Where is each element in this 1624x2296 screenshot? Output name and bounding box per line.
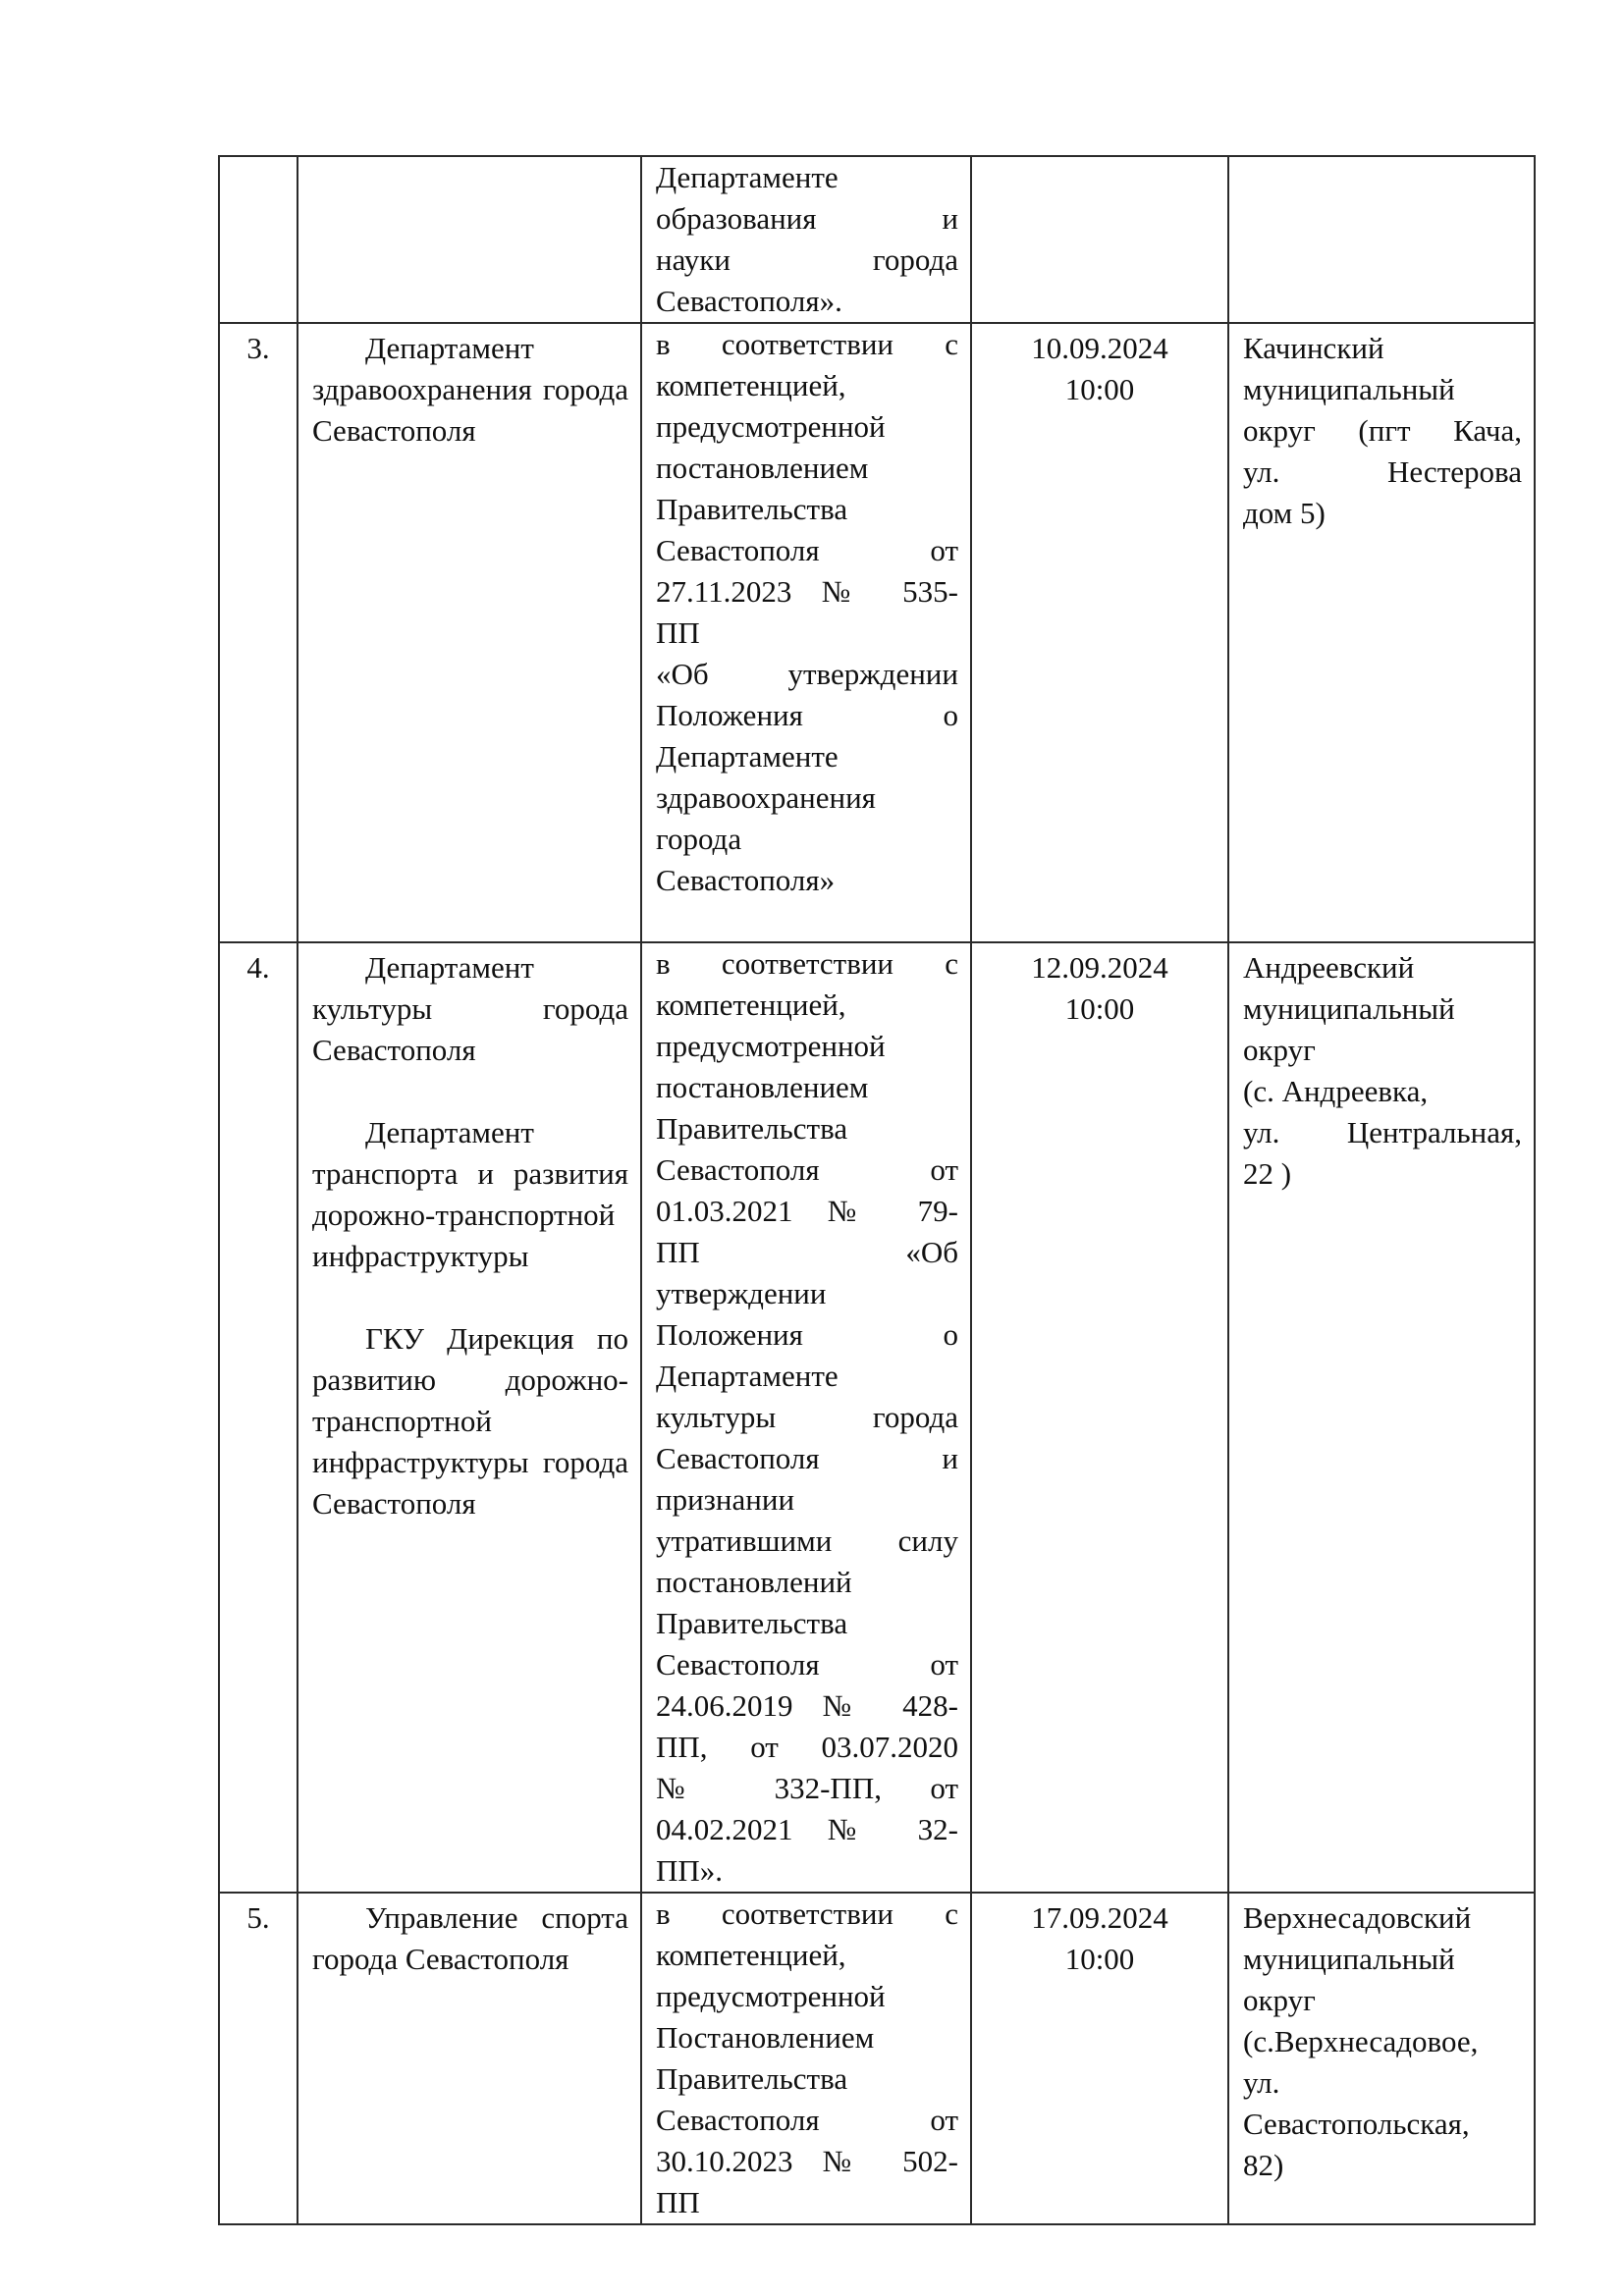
date-time-cell (971, 156, 1228, 323)
legal-basis-line: компетенцией, (656, 988, 846, 1022)
meeting-time: 10:00 (1064, 372, 1135, 406)
legal-basis-line: города (656, 822, 742, 856)
legal-basis-line: постановлением (656, 451, 869, 485)
legal-basis-line: Положения о (656, 698, 958, 732)
location-line: ул. (1243, 2065, 1280, 2100)
location-line: округ (1243, 1033, 1316, 1067)
location-cell (1228, 942, 1535, 1893)
location-line: ул. Нестерова (1243, 454, 1522, 489)
legal-basis-line: 01.03.2021 № 79- (656, 1194, 958, 1228)
legal-basis-line: здравоохранения (656, 780, 876, 815)
organization-cell (298, 323, 641, 942)
legal-basis-line: постановлением (656, 1070, 869, 1104)
location-cell (1228, 323, 1535, 942)
legal-basis-line: предусмотренной (656, 1029, 886, 1063)
location-cell (1228, 156, 1535, 323)
legal-basis-line: ПП (656, 615, 700, 650)
legal-basis-line: постановлений (656, 1565, 852, 1599)
location-line: Севастопольская, (1243, 2107, 1470, 2141)
legal-basis-line: образования и (656, 201, 958, 236)
legal-basis-line: Севастополя от (656, 533, 958, 567)
location-line: 22 ) (1243, 1156, 1292, 1191)
legal-basis-line: ПП «Об (656, 1235, 958, 1269)
row-number-cell (219, 323, 298, 942)
row-number-cell (219, 156, 298, 323)
legal-basis-line: Постановлением (656, 2020, 875, 2055)
legal-basis-line: Севастополя от (656, 1152, 958, 1187)
organization-cell (298, 1893, 641, 2224)
row-number: 3. (246, 331, 270, 365)
meeting-time: 10:00 (1064, 991, 1135, 1026)
organization-name: ГКУ Дирекция по развитию дорожно-транспортной инфраструктуры города Севастополя (312, 1321, 628, 1521)
legal-basis-line: в соответствии с (656, 946, 958, 981)
legal-basis-cell (641, 1893, 971, 2224)
organization-cell (298, 942, 641, 1893)
legal-basis-line: 30.10.2023 № 502- (656, 2144, 958, 2178)
legal-basis-line: № 332-ПП, от (656, 1771, 958, 1805)
location-line: муниципальный (1243, 1942, 1455, 1976)
row-number: 5. (246, 1900, 270, 1935)
location-line: Верхнесадовский (1243, 1900, 1472, 1935)
location-line: (с. Андреевка, (1243, 1074, 1429, 1108)
legal-basis-line: утратившими силу (656, 1523, 958, 1558)
legal-basis-line: науки города (656, 242, 958, 277)
legal-basis-cell (641, 323, 971, 942)
legal-basis-line: предусмотренной (656, 1979, 886, 2013)
legal-basis-line: культуры города (656, 1400, 958, 1434)
table-row (219, 323, 1535, 942)
row-number: 4. (246, 950, 270, 985)
organization-name: Управление спорта города Севастополя (312, 1900, 628, 1976)
legal-basis-line: «Об утверждении (656, 657, 958, 691)
location-line: дом 5) (1243, 496, 1326, 530)
location-line: округ (1243, 1983, 1316, 2017)
location-line: ул. Центральная, (1243, 1115, 1522, 1149)
legal-basis-line: Севастополя». (656, 284, 842, 318)
meeting-time: 10:00 (1064, 1942, 1135, 1976)
legal-basis-line: Положения о (656, 1317, 958, 1352)
date-time-cell (971, 942, 1228, 1893)
legal-basis-line: ПП, от 03.07.2020 (656, 1730, 958, 1764)
legal-basis-line: Севастополя от (656, 1647, 958, 1682)
legal-basis-line: Севастополя и (656, 1441, 958, 1475)
date-time-cell (971, 1893, 1228, 2224)
schedule-table (218, 155, 1536, 2225)
meeting-date: 12.09.2024 (1031, 950, 1168, 985)
legal-basis-line: Севастополя от (656, 2103, 958, 2137)
legal-basis-line: ПП (656, 2185, 700, 2219)
location-line: Качинский (1243, 331, 1384, 365)
row-number-cell (219, 1893, 298, 2224)
legal-basis-line: Правительства (656, 492, 848, 526)
legal-basis-line: утверждении (656, 1276, 827, 1310)
legal-basis-line: 04.02.2021 № 32- (656, 1812, 958, 1846)
legal-basis-line: Департаменте (656, 160, 839, 194)
location-line: 82) (1243, 2148, 1284, 2182)
legal-basis-line: Департаменте (656, 739, 839, 774)
meeting-date: 17.09.2024 (1031, 1900, 1168, 1935)
legal-basis-line: 24.06.2019 № 428- (656, 1688, 958, 1723)
location-line: муниципальный (1243, 991, 1455, 1026)
legal-basis-line: Правительства (656, 1111, 848, 1146)
meeting-date: 10.09.2024 (1031, 331, 1168, 365)
legal-basis-line: признании (656, 1482, 795, 1517)
location-line: (с.Верхнесадовое, (1243, 2024, 1479, 2058)
legal-basis-line: Правительства (656, 1606, 848, 1640)
table-row (219, 942, 1535, 1893)
legal-basis-line: предусмотренной (656, 409, 886, 444)
location-line: округ (пгт Кача, (1243, 413, 1522, 448)
legal-basis-line: в соответствии с (656, 327, 958, 361)
location-line: Андреевский (1243, 950, 1415, 985)
organization-name: Департамент культуры города Севастополя (312, 950, 628, 1067)
date-time-cell (971, 323, 1228, 942)
location-line: муниципальный (1243, 372, 1455, 406)
legal-basis-cell (641, 156, 971, 323)
legal-basis-line: 27.11.2023 № 535- (656, 574, 958, 609)
organization-name: Департамент транспорта и развития дорожно-транспортной инфраструктуры (312, 1115, 628, 1273)
legal-basis-cell (641, 942, 971, 1893)
legal-basis-line: Департаменте (656, 1359, 839, 1393)
legal-basis-line: ПП». (656, 1853, 724, 1888)
organization-name: Департамент здравоохранения города Севастополя (312, 331, 628, 448)
table-row (219, 156, 1535, 323)
location-cell (1228, 1893, 1535, 2224)
organization-cell (298, 156, 641, 323)
legal-basis-line: Севастополя» (656, 863, 836, 897)
legal-basis-line: компетенцией, (656, 1938, 846, 1972)
legal-basis-line: компетенцией, (656, 368, 846, 402)
legal-basis-line: Правительства (656, 2061, 848, 2096)
legal-basis-line: в соответствии с (656, 1896, 958, 1931)
table-row (219, 1893, 1535, 2224)
row-number-cell (219, 942, 298, 1893)
